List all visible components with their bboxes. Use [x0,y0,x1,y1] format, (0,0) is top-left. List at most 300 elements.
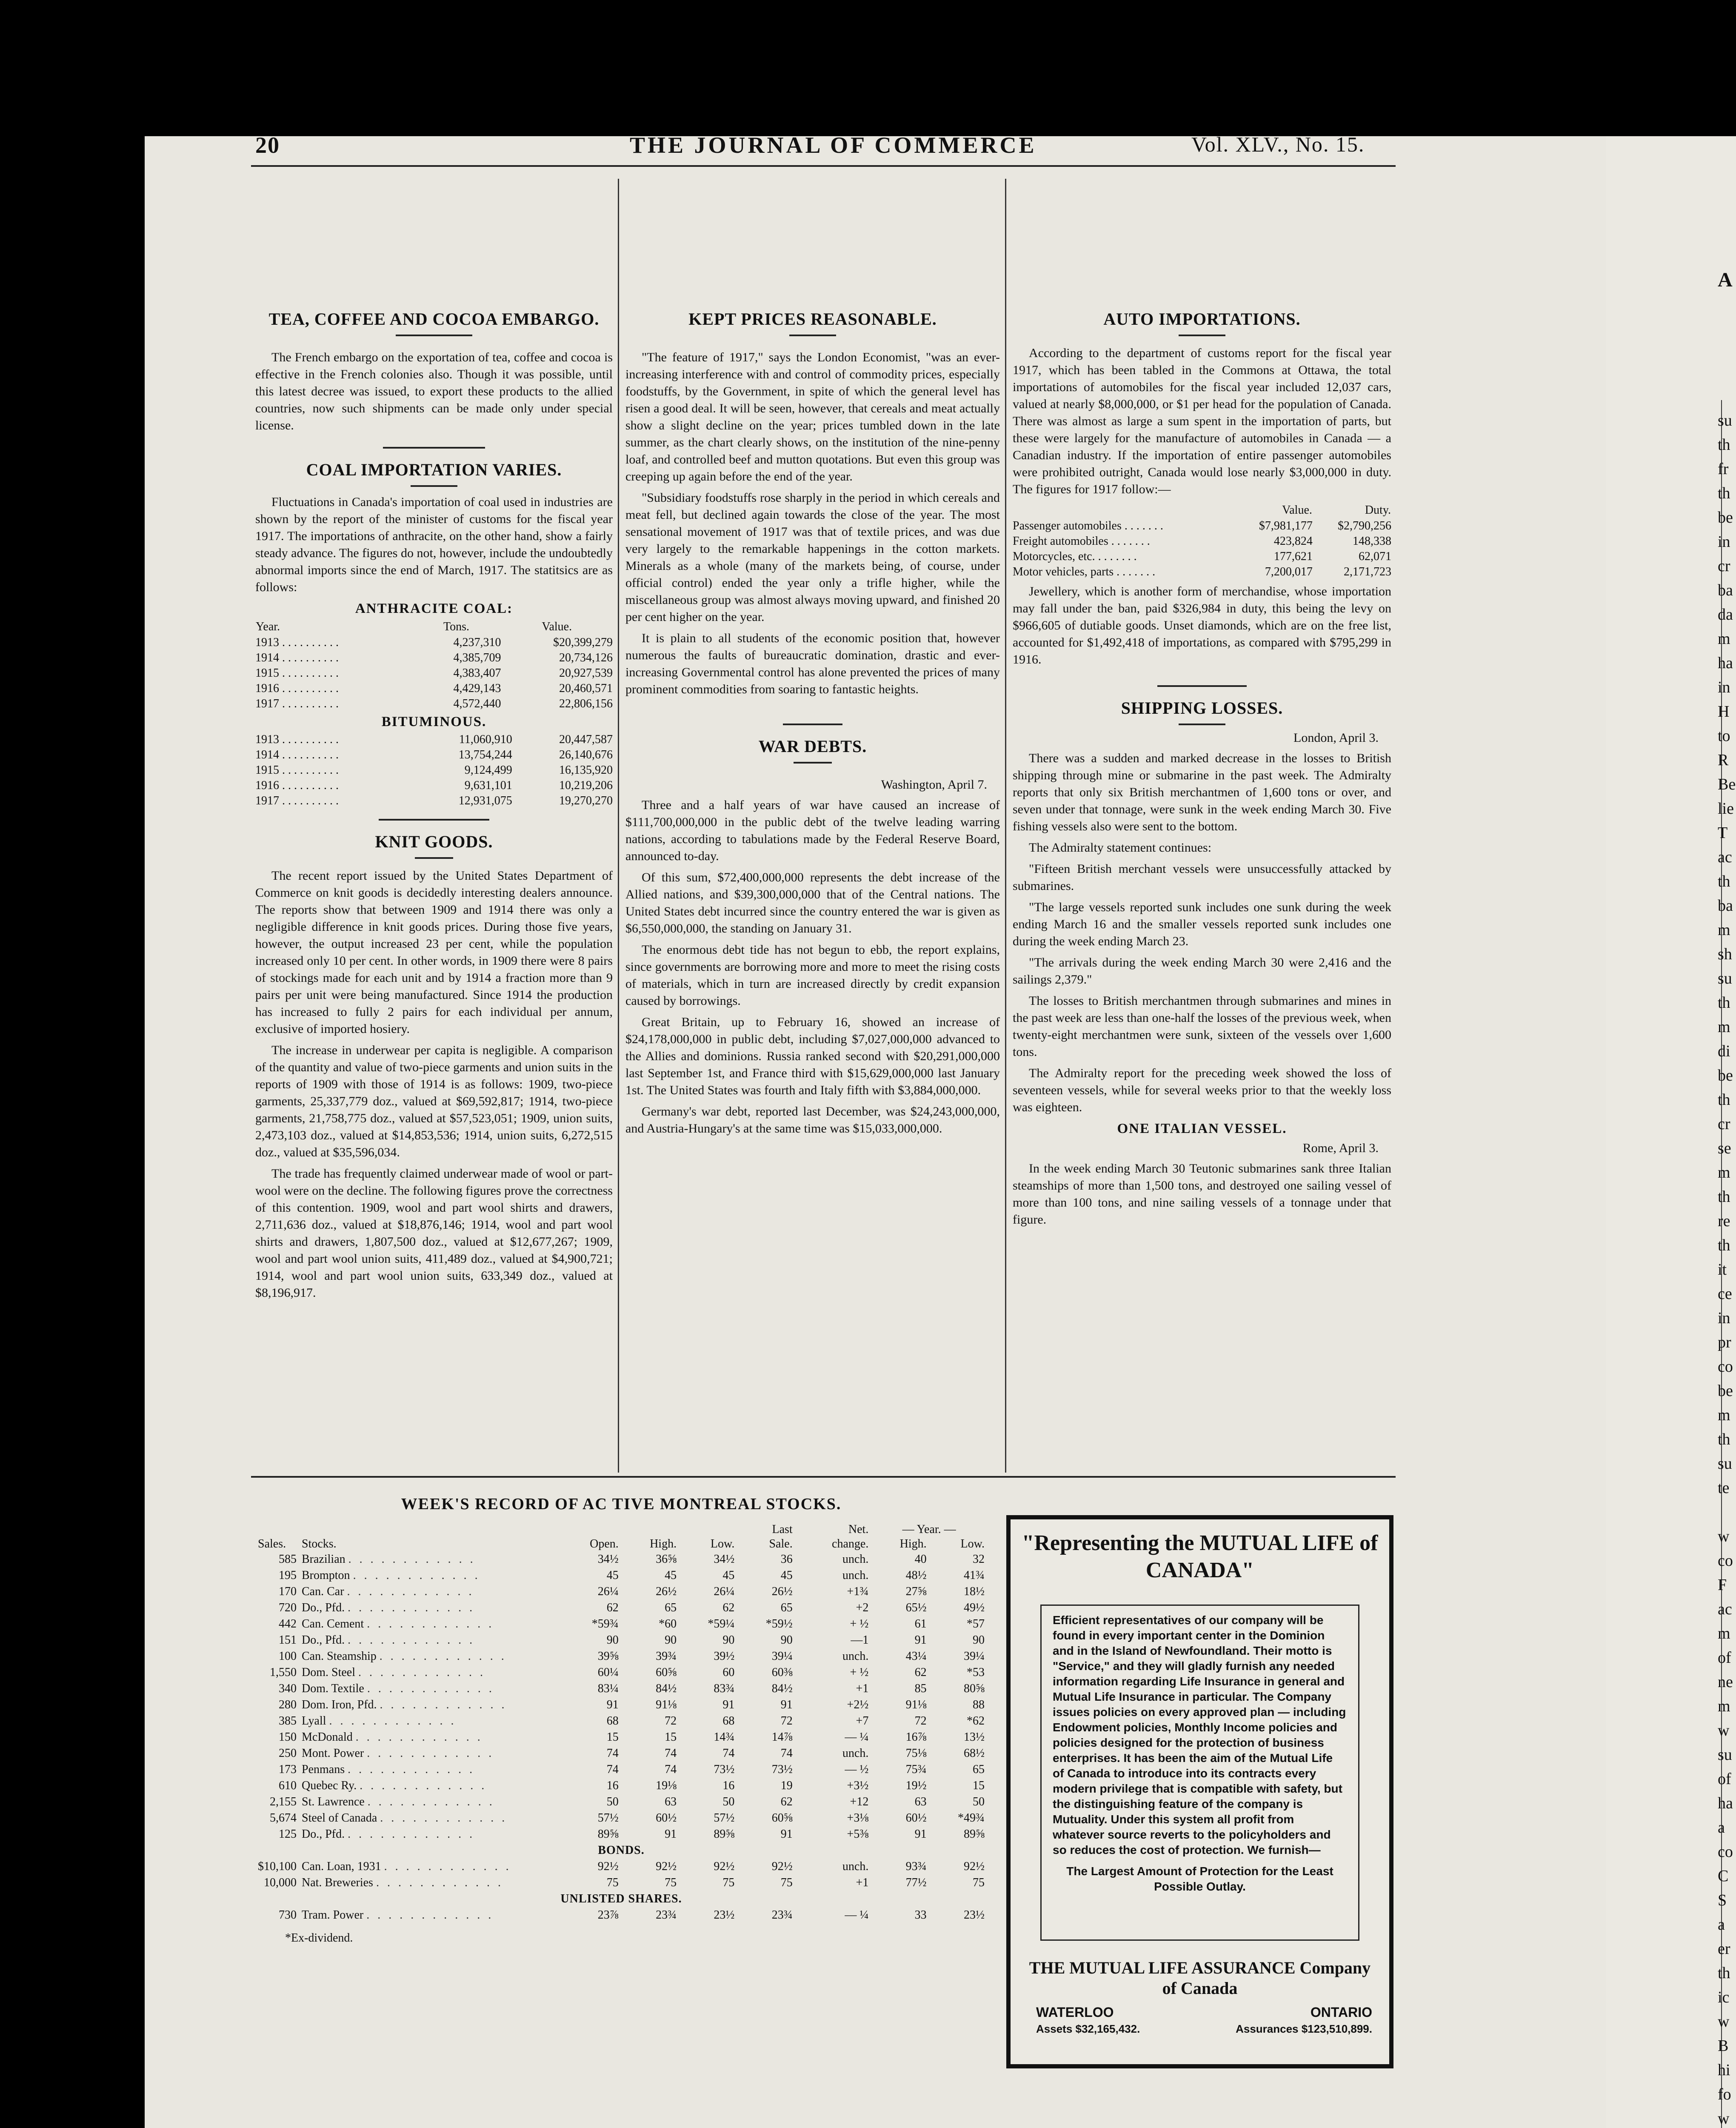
high-cell: 72 [665,1714,677,1728]
auto-intro: According to the department of customs report for the fiscal year 1917, which has been tabled in the Commons at Ottawa, the total importations of automobiles for the fiscal year included 12,037 cars, valued at nearly $8,000,000, or $1 per head for the population of Canada. There was almost as large a sum spent in the importation of parts, but these were largely for the manufacture of automobiles in Canada — a Canadian industry. If the importation of entire passenger automobiles were prohibited outright, Canada would lose nearly $3,000,000 in duty. The figures for 1917 follow:— [1013,346,1391,496]
open-cell: 57½ [597,1811,619,1825]
section-rule [383,447,485,449]
year-low-cell: *57 [967,1617,985,1630]
net-change-cell: +5⅜ [847,1828,869,1841]
net-change-cell: +3½ [847,1779,869,1792]
table-row [1013,549,1391,564]
year-low-cell: *49¾ [958,1811,985,1825]
low-cell: 57½ [714,1811,735,1825]
stock-name-cell: McDonald . . . . . . . . . . . . [302,1730,483,1744]
shipping-dateline: London, April 3. [1293,731,1379,745]
low-cell: 68 [722,1714,735,1728]
year-high-cell: 75¾ [905,1763,927,1776]
year-high-cell: 16⅞ [905,1730,927,1744]
year-low-cell: 13½ [964,1730,985,1744]
high-cell: 45 [665,1569,677,1582]
shipping-paragraph: The Admiralty statement continues: [1029,841,1212,855]
value-cell: 22,806,156 [559,697,613,710]
tons-cell: 9,124,499 [464,764,512,777]
adjacent-line-fragment: ha [1718,1794,1733,1812]
italian-body: In the week ending March 30 Teutonic submarines sank three Italian steamships of more than 1,500 tons, and destroyed one sailing vessel of more than 100 tons, and nine sailing vessels of a tonnage under that figure. [1013,1161,1391,1227]
bituminous-table [255,732,613,809]
stock-name-cell: St. Lawrence . . . . . . . . . . . . [302,1795,495,1808]
adjacent-line-fragment: cr [1718,1115,1730,1133]
net-change-cell: + ½ [850,1617,869,1630]
adjacent-line-fragment: di [1718,1042,1730,1060]
low-cell: 89⅝ [714,1828,735,1841]
adjacent-line-fragment: su [1718,970,1732,987]
value-cell: 20,927,539 [559,666,613,680]
year-high-cell: 77½ [905,1876,927,1889]
adjacent-line-fragment: in [1718,533,1730,551]
high-cell: 92½ [656,1860,677,1873]
ad-city: WATERLOO [1036,2005,1114,2020]
year-cell: 1917 . . . . . . . . . . [255,697,339,710]
tea-rule [396,335,472,336]
adjacent-line-fragment: m [1718,1018,1730,1036]
col-tons: Tons. [443,620,470,633]
adjacent-line-fragment: se [1718,1139,1731,1157]
table-row [255,1648,987,1665]
table-row [255,793,613,809]
open-cell: 34½ [597,1553,619,1566]
anthracite-table [255,619,613,712]
sales-cell: 442 [279,1617,297,1630]
year-high-cell: 27⅝ [905,1585,927,1598]
col-duty: Duty. [1365,503,1391,517]
col-value: Value. [542,620,572,633]
adjacent-line-fragment: th [1718,484,1730,502]
last-sale-cell: 62 [780,1795,793,1808]
open-cell: 39⅝ [597,1650,619,1663]
stock-name-cell: Dom. Iron, Pfd. . . . . . . . . . . . . [302,1698,507,1711]
mutual-life-advertisement [1006,1515,1393,2068]
table-row [255,1551,987,1567]
year-high-cell: 75⅛ [905,1747,927,1760]
open-cell: 92½ [597,1860,619,1873]
adjacent-line-fragment: w [1718,1722,1730,1739]
section-rule [1157,685,1247,687]
year-low-cell: 49½ [964,1601,985,1614]
adjacent-line-fragment: Be [1718,775,1736,793]
coal-rule [411,485,457,487]
adjacent-line-fragment: ba [1718,897,1733,915]
table-row [255,1697,987,1713]
table-row [255,696,613,712]
value-cell: $20,399,279 [553,636,613,649]
auto-table [1013,502,1391,580]
year-cell: 1913 . . . . . . . . . . [255,636,339,649]
year-high-cell: 65½ [905,1601,927,1614]
col-sales: Sales. [258,1537,286,1550]
adjacent-line-fragment: of [1718,1770,1731,1788]
sales-cell: 5,674 [270,1811,297,1825]
value-cell: 20,734,126 [559,651,613,664]
open-cell: 16 [606,1779,619,1792]
net-change-cell: unch. [842,1860,869,1873]
open-cell: 74 [606,1747,619,1760]
open-cell: 60¼ [597,1666,619,1679]
last-sale-cell: 26½ [771,1585,793,1598]
table-row [1013,518,1391,534]
tea-body: The French embargo on the exportation of tea, coffee and cocoa is effective in the French colonies also. Though it was possible, until this latest decree was issued, to export these products to the allied countries, now such shipments can be made only under special license. [255,350,613,432]
stock-name-cell: Dom. Textile . . . . . . . . . . . . [302,1682,494,1695]
col-stocks: Stocks. [302,1537,337,1550]
adjacent-line-fragment: ba [1718,581,1733,599]
tons-cell: 4,385,709 [453,651,501,664]
net-change-cell: +1 [856,1682,869,1695]
table-row [255,1745,987,1762]
stock-name-cell: Quebec Ry. . . . . . . . . . . . . [302,1779,487,1792]
table-row [255,1681,987,1697]
adjacent-line-fragment: co [1718,1843,1733,1861]
war-paragraph: Three and a half years of war have caused an increase of $111,700,000,000 in the public debt of the twelve leading warring nations, according to tabulations made by the Federal Reserve Board, announced to-day. [625,798,1000,863]
tons-cell: 4,429,143 [453,682,501,695]
year-cell: 1916 . . . . . . . . . . [255,779,339,792]
open-cell: 23⅞ [597,1908,619,1922]
adjacent-line-fragment: m [1718,1406,1730,1424]
ad-company: THE MUTUAL LIFE ASSURANCE Company of Canada [1029,1958,1371,1998]
year-low-cell: 50 [973,1795,985,1808]
value-cell: 7,200,017 [1265,565,1313,578]
high-cell: 23¾ [656,1908,677,1922]
adjacent-line-fragment: su [1718,1746,1732,1764]
tons-cell: 4,383,407 [453,666,501,680]
war-heading: WAR DEBTS. [758,737,867,756]
year-low-cell: 32 [973,1553,985,1566]
low-cell: 45 [722,1569,735,1582]
adjacent-line-fragment: pr [1718,1333,1731,1351]
item-cell: Motorcycles, etc. . . . . . . . [1013,550,1137,563]
net-change-cell: unch. [842,1569,869,1582]
table-row [255,1794,987,1810]
table-row [255,1665,987,1681]
col-value: Value. [1282,503,1312,517]
last-sale-cell: 60⅜ [771,1666,793,1679]
ad-figures [1036,2022,1372,2036]
stock-name-cell: Brazilian . . . . . . . . . . . . [302,1553,476,1566]
high-cell: 74 [665,1763,677,1776]
column-rule-2 [1005,179,1006,1473]
unlisted-heading: UNLISTED SHARES. [560,1892,682,1905]
adjacent-line-fragment: B [1718,2037,1729,2055]
adjacent-line-fragment: re [1718,1212,1730,1230]
duty-cell: 62,071 [1359,550,1391,563]
table-row [255,1875,987,1891]
year-low-cell: *62 [967,1714,985,1728]
year-low-cell: 80⅝ [964,1682,985,1695]
adjacent-line-fragment: a [1718,1916,1725,1934]
last-sale-cell: 39¼ [771,1650,793,1663]
kept-paragraph: It is plain to all students of the economic position that, however numerous the faults of bureaucratic domination, drastic and ever-increasing Governmental control has alone prevented the prices of many prominent commodities from soaring to fantastic heights. [625,631,1000,696]
high-cell: 26½ [656,1585,677,1598]
table-row [255,635,613,650]
col-year: Year. [256,620,280,633]
knit-rule [415,857,453,859]
table-row [255,763,613,778]
table-row [255,1632,987,1648]
adjacent-line-fragment: th [1718,1091,1730,1109]
tons-cell: 4,572,440 [453,697,501,710]
stock-name-cell: Do., Pfd. . . . . . . . . . . . . [302,1828,475,1841]
coal-heading: COAL IMPORTATION VARIES. [306,460,562,479]
year-high-cell: 72 [914,1714,927,1728]
year-high-cell: 93¾ [905,1860,927,1873]
low-cell: 26¼ [714,1585,735,1598]
adjacent-line-fragment: H [1718,703,1730,721]
year-high-cell: 43¼ [905,1650,927,1663]
year-low-cell: 88 [973,1698,985,1711]
value-cell: 177,621 [1273,550,1313,563]
item-cell: Freight automobiles . . . . . . . [1013,535,1150,548]
ad-body: Efficient representatives of our company will be found in every important center in the Dominion and in the Island of Newfoundland. Their motto is "Service," and they will gladly furnish any needed information regarding Life Insurance in general and Mutual Life Insurance in particular. The Company issues policies on every approved plan — including Endowment policies, Monthly Income policies and policies designed for the protection of business enterprises. It has been the aim of the Mutual Life of Canada to introduce into its contracts every modern privilege that is compatible with safety, but the distinguishing feature of the company is Mutuality. Under this system all profit from whatever source reverts to the policyholders and so reduces the cost of protection. We furnish— [1053,1613,1346,1856]
table-row [255,1907,987,1923]
sales-cell: 585 [279,1553,297,1566]
col-year-high: High. [899,1537,927,1550]
ad-province: ONTARIO [1310,2005,1372,2020]
adjacent-line-fragment: a [1718,1819,1725,1836]
year-high-cell: 19½ [905,1779,927,1792]
year-high-cell: 91 [914,1633,927,1647]
last-sale-cell: 91 [780,1698,793,1711]
sales-cell: 10,000 [264,1876,297,1889]
shipping-heading: SHIPPING LOSSES. [1121,698,1283,718]
col-sale: Sale. [769,1537,793,1550]
italian-dateline: Rome, April 3. [1302,1141,1379,1155]
sales-cell: 125 [279,1828,297,1841]
net-change-cell: + ½ [850,1666,869,1679]
adjacent-line-fragment: of [1718,1649,1731,1667]
sales-cell: $10,100 [258,1860,297,1873]
high-cell: 60⅝ [656,1666,677,1679]
open-cell: 50 [606,1795,619,1808]
value-cell: $7,981,177 [1259,519,1313,532]
high-cell: 39¾ [656,1650,677,1663]
kept-rule [789,335,836,336]
adjacent-line-fragment: w [1718,2110,1730,2128]
net-change-cell: +1 [856,1876,869,1889]
low-cell: 74 [722,1747,735,1760]
col-high: High. [650,1537,677,1550]
adjacent-line-fragment: w [1718,2013,1730,2031]
low-cell: 23½ [714,1908,735,1922]
year-low-cell: 39¼ [964,1650,985,1663]
col-year-low: Low. [960,1537,985,1550]
stock-name-cell: Lyall . . . . . . . . . . . . [302,1714,457,1728]
last-sale-cell: 45 [780,1569,793,1582]
table-row [255,1729,987,1745]
net-change-cell: — ¼ [845,1908,869,1922]
duty-cell: $2,790,256 [1338,519,1391,532]
sales-cell: 151 [279,1633,297,1647]
last-sale-cell: 36 [780,1553,793,1566]
year-cell: 1915 . . . . . . . . . . [255,764,339,777]
adjacent-line-fragment: be [1718,1067,1733,1084]
value-cell: 423,824 [1273,535,1313,548]
net-change-cell: +3⅛ [847,1811,869,1825]
year-low-cell: 18½ [964,1585,985,1598]
year-high-cell: 48½ [905,1569,927,1582]
sales-cell: 280 [279,1698,297,1711]
year-low-cell: 92½ [964,1860,985,1873]
adjacent-line-fragment: lie [1718,800,1734,818]
page-section-rule [251,1476,1396,1478]
stock-name-cell: Brompton . . . . . . . . . . . . [302,1569,480,1582]
open-cell: 83¼ [597,1682,619,1695]
year-high-cell: 91 [914,1828,927,1841]
high-cell: 74 [665,1747,677,1760]
year-high-cell: 62 [914,1666,927,1679]
sales-cell: 730 [279,1908,297,1922]
volume-number: Vol. XLV., No. 15. [1191,132,1365,156]
col-net: Net. [848,1523,869,1536]
bituminous-heading: BITUMINOUS. [381,714,487,729]
table-row [255,1600,987,1616]
year-high-cell: 61 [914,1617,927,1630]
stock-name-cell: Do., Pfd. . . . . . . . . . . . . [302,1601,475,1614]
last-sale-cell: 14⅞ [771,1730,793,1744]
adjacent-line-fragment: th [1718,872,1730,890]
ad-body-box [1040,1605,1359,1941]
net-change-cell: — ¼ [845,1730,869,1744]
stocks-footnote: *Ex-dividend. [285,1931,353,1945]
year-low-cell: 75 [973,1876,985,1889]
adjacent-line-fragment: cr [1718,557,1730,575]
high-cell: 90 [665,1633,677,1647]
year-low-cell: 15 [973,1779,985,1792]
stocks-section [255,1496,987,1946]
low-cell: 73½ [714,1763,735,1776]
stock-name-cell: Mont. Power . . . . . . . . . . . . [302,1747,494,1760]
high-cell: 75 [665,1876,677,1889]
last-sale-cell: 90 [780,1633,793,1647]
year-high-cell: 60½ [905,1811,927,1825]
knit-paragraph: The increase in underwear per capita is negligible. A comparison of the quantity and value of two-piece garments and union suits in the reports of 1909 with those of 1914 is as follows: 1909, two-piece garments, 25,337,779 doz., valued at $69,592,817; 1914, two-piece garments, 21,758,775 doz., valued at $57,523,051; 1909, union suits, 2,473,103 doz., valued at $14,853,536; 1914, union suits, 6,272,515 doz., valued at $35,596,034. [255,1043,613,1159]
ad-title: "Representing the MUTUAL LIFE of CANADA" [1022,1531,1378,1582]
net-change-cell: —1 [851,1633,869,1647]
sales-cell: 173 [279,1763,297,1776]
stock-name-cell: Can. Cement . . . . . . . . . . . . [302,1617,494,1630]
adjacent-line-fragment: ha [1718,654,1733,672]
open-cell: 15 [606,1730,619,1744]
adjacent-page-edge [1606,136,1736,2128]
adjacent-line-fragment: fr [1718,460,1729,478]
ad-tagline: The Largest Amount of Protection for the Least Possible Outlay. [1066,1865,1333,1893]
low-cell: 34½ [714,1553,735,1566]
shipping-paragraph: "The arrivals during the week ending March 30 were 2,416 and the sailings 2,379." [1013,955,1391,987]
table-row [255,666,613,681]
low-cell: *59¼ [708,1617,735,1630]
auto-rule [1179,335,1225,336]
column-2 [625,179,1000,1141]
sales-cell: 340 [279,1682,297,1695]
year-cell: 1916 . . . . . . . . . . [255,682,339,695]
last-sale-cell: 23¾ [771,1908,793,1922]
stock-name-cell: Penmans . . . . . . . . . . . . [302,1763,475,1776]
table-row [255,1567,987,1584]
sales-cell: 610 [279,1779,297,1792]
low-cell: 92½ [714,1860,735,1873]
adjacent-line-fragment: m [1718,921,1730,939]
section-rule [783,724,842,725]
low-cell: 90 [722,1633,735,1647]
last-sale-cell: 75 [780,1876,793,1889]
open-cell: 74 [606,1763,619,1776]
table-row [255,778,613,793]
year-low-cell: 68½ [964,1747,985,1760]
adjacent-line-fragment: m [1718,1164,1730,1181]
war-rule [794,762,832,764]
anthracite-heading: ANTHRACITE COAL: [355,601,513,616]
sales-cell: 100 [279,1650,297,1663]
year-high-cell: 40 [914,1553,927,1566]
table-row [255,732,613,747]
year-low-cell: 23½ [964,1908,985,1922]
high-cell: 65 [665,1601,677,1614]
high-cell: 63 [665,1795,677,1808]
net-change-cell: +1¾ [847,1585,869,1598]
sales-cell: 2,155 [270,1795,297,1808]
adjacent-line-fragment: in [1718,1309,1730,1327]
sales-cell: 385 [279,1714,297,1728]
open-cell: 26¼ [597,1585,619,1598]
knit-paragraph: The recent report issued by the United States Department of Commerce on knit goods is decidedly interesting dealers announce. The reports show that between 1909 and 1914 there was only a negligible difference in knit goods prices. During those five years, however, the output increased 23 per cent, while the population increased only 10 per cent. In other words, in 1909 there were 8 pairs of stockings made for each unit and by 1914 a fraction more than 9 pairs per unit were being manufactured. Since 1914 the production has increased to fully 2 pairs for each individual per annum, exclusive of imported hosiery. [255,869,613,1036]
table-row [255,1826,987,1842]
last-sale-cell: 65 [780,1601,793,1614]
adjacent-line-fragment: su [1718,1455,1732,1473]
open-cell: 62 [606,1601,619,1614]
adjacent-line-fragment: in [1718,678,1730,696]
table-row [1013,534,1391,549]
net-change-cell: unch. [842,1553,869,1566]
year-high-cell: 63 [914,1795,927,1808]
table-row [255,747,613,763]
stock-name-cell: Nat. Breweries . . . . . . . . . . . . [302,1876,503,1889]
year-high-cell: 85 [914,1682,927,1695]
last-sale-cell: 92½ [771,1860,793,1873]
header-rule [251,165,1396,167]
low-cell: 14¾ [714,1730,735,1744]
net-change-cell: unch. [842,1650,869,1663]
adjacent-line-fragment: ce [1718,1285,1732,1303]
shipping-paragraph: "The large vessels reported sunk includes one sunk during the week ending March 16 and the smaller vessels reported sunk includes one during the week ending March 23. [1013,900,1391,948]
open-cell: 90 [606,1633,619,1647]
table-row [255,1778,987,1794]
shipping-paragraph: "Fifteen British merchant vessels were unsuccessfully attacked by submarines. [1013,862,1391,893]
low-cell: 50 [722,1795,735,1808]
war-paragraph: Great Britain, up to February 16, showed an increase of $24,178,000,000 in public debt, including $7,027,000,000 advanced to the Allies and dominions. Russia ranked second with $20,291,000,000 last September 1st, and France third with $15,629,000,000 last January 1st. The United States was fourth and Italy fifth with $3,884,000,000. [625,1015,1000,1097]
tea-heading: TEA, COFFEE AND COCOA EMBARGO. [268,309,600,329]
value-cell: 16,135,920 [559,764,613,777]
adjacent-page-text [1718,409,1736,2128]
adjacent-line-fragment: S [1718,1891,1727,1909]
adjacent-line-fragment: th [1718,1188,1730,1206]
column-rule-1 [618,179,619,1473]
high-cell: 91⅛ [656,1698,677,1711]
sales-cell: 170 [279,1585,297,1598]
tons-cell: 13,754,244 [458,748,512,761]
adjacent-line-fragment: hi [1718,2061,1730,2079]
last-sale-cell: 91 [780,1828,793,1841]
section-rule [379,819,489,821]
year-cell: 1915 . . . . . . . . . . [255,666,339,680]
net-change-cell: +12 [850,1795,869,1808]
tons-cell: 11,060,910 [459,733,512,746]
net-change-cell: +7 [856,1714,869,1728]
year-low-cell: 89⅝ [964,1828,985,1841]
stock-name-cell: Steel of Canada . . . . . . . . . . . . [302,1811,508,1825]
shipping-paragraph: The losses to British merchantmen through submarines and mines in the past week are less than one-half the losses of the previous week, when twenty-eight merchantmen were sunk, sixteen of the vessels over 1,600 tons. [1013,994,1391,1059]
